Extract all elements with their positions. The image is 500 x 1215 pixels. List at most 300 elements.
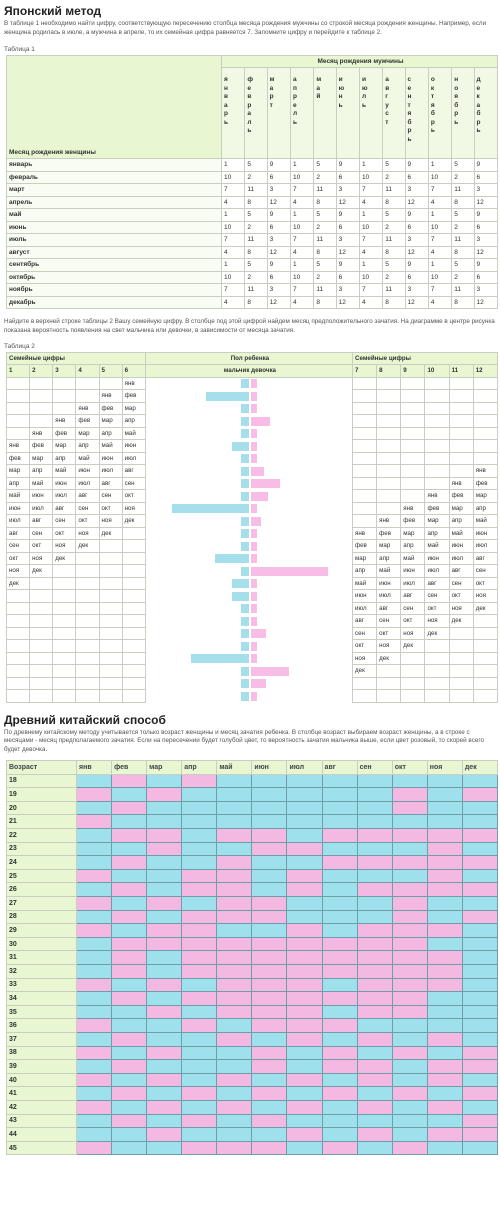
table2-month-cell	[7, 402, 30, 415]
table2-month-cell	[99, 565, 122, 578]
boy-cell	[392, 1114, 427, 1128]
boy-cell	[252, 815, 287, 829]
girl-cell	[182, 951, 217, 965]
table1-cell: 4	[428, 196, 451, 209]
table2-month-cell: окт	[449, 590, 473, 603]
table2-month-cell: окт	[122, 490, 145, 503]
table1-cell: 5	[314, 259, 336, 272]
table1-cell: 12	[267, 196, 290, 209]
girl-cell	[322, 1019, 357, 1033]
girl-cell	[322, 856, 357, 870]
boy-bar	[241, 667, 249, 676]
boy-cell	[77, 1005, 112, 1019]
girl-cell	[322, 992, 357, 1006]
table1-row	[7, 221, 498, 234]
table3-age: 42	[7, 1100, 77, 1114]
boy-cell	[252, 883, 287, 897]
table3-row	[7, 1060, 498, 1074]
table2-month-cell: мар	[30, 452, 53, 465]
boy-cell	[322, 897, 357, 911]
boy-cell	[182, 842, 217, 856]
section1-intro: В таблице 1 необходимо найти цифру, соответствующую пересечению столбца месяца рождения мужчины со строкой месяца рождения женщины. Например, если женщина родилась в июле, а мужчина в апреле, то их семейная цифра равняется 7. Запомните цифру и перейдите к таблице 2.	[4, 20, 487, 36]
table2-month-cell: фев	[30, 440, 53, 453]
bar-wrap	[146, 653, 352, 665]
girl-cell	[427, 1100, 462, 1114]
table2-month-cell: авг	[53, 502, 76, 515]
table3-row	[7, 1128, 498, 1142]
bar-wrap	[146, 415, 352, 427]
table2-month-cell: дек	[122, 515, 145, 528]
table2-row	[7, 527, 498, 540]
bar-wrap	[146, 453, 352, 465]
table2-month-cell: окт	[401, 615, 425, 628]
table1-woman-month: декабрь	[7, 296, 222, 309]
table2-month-cell: мар	[99, 415, 122, 428]
girl-cell	[462, 856, 497, 870]
girl-bar	[251, 492, 268, 501]
table3-age: 23	[7, 842, 77, 856]
table3-age: 37	[7, 1032, 77, 1046]
girl-cell	[182, 1087, 217, 1101]
boy-cell	[77, 992, 112, 1006]
boy-cell	[217, 1060, 252, 1074]
table2-month-cell: июл	[76, 477, 99, 490]
table2-month-cell	[401, 440, 425, 453]
boy-cell	[357, 897, 392, 911]
boy-cell	[392, 842, 427, 856]
boy-cell	[112, 1019, 147, 1033]
table2-bar-cell	[145, 440, 352, 453]
table1-cell: 7	[428, 284, 451, 297]
table1-cell: 12	[267, 246, 290, 259]
boy-cell	[112, 815, 147, 829]
table2-month-cell	[353, 465, 377, 478]
table2-month-cell	[7, 652, 30, 665]
table2-month-cell: июн	[99, 452, 122, 465]
table1-cell: 9	[336, 209, 359, 222]
boy-cell	[217, 774, 252, 788]
girl-cell	[112, 1060, 147, 1074]
table2-family-number: 4	[76, 365, 99, 378]
girl-cell	[147, 842, 182, 856]
boy-cell	[252, 856, 287, 870]
table2-month-cell: янв	[377, 515, 401, 528]
table3-month-header: янв	[77, 761, 112, 775]
girl-cell	[147, 924, 182, 938]
table3-age: 19	[7, 788, 77, 802]
table2-month-cell	[377, 665, 401, 678]
girl-cell	[462, 910, 497, 924]
bar-wrap	[146, 465, 352, 477]
girl-bar	[251, 579, 257, 588]
boy-cell	[217, 1046, 252, 1060]
girl-cell	[392, 910, 427, 924]
table2-month-cell	[425, 690, 449, 703]
table2-row	[7, 502, 498, 515]
table2-row	[7, 677, 498, 690]
girl-cell	[217, 829, 252, 843]
girl-cell	[77, 1019, 112, 1033]
girl-bar	[251, 654, 257, 663]
boy-bar	[241, 454, 249, 463]
boy-bar	[172, 504, 249, 513]
girl-cell	[147, 1100, 182, 1114]
girl-cell	[147, 1005, 182, 1019]
table1-cell: 2	[452, 171, 474, 184]
boy-cell	[252, 1032, 287, 1046]
table2-month-cell: авг	[122, 465, 145, 478]
boy-cell	[77, 829, 112, 843]
girl-cell	[217, 964, 252, 978]
girl-cell	[392, 951, 427, 965]
table2-month-cell	[76, 590, 99, 603]
table1-cell: 6	[267, 171, 290, 184]
table2-month-cell	[353, 390, 377, 403]
table2-row	[7, 540, 498, 553]
boy-bar	[241, 517, 249, 526]
girl-cell	[287, 937, 322, 951]
bar-wrap	[146, 503, 352, 515]
table1-cell: 8	[383, 246, 405, 259]
boy-cell	[427, 1114, 462, 1128]
girl-cell	[392, 788, 427, 802]
table2-month-cell: сен	[53, 515, 76, 528]
table2-month-cell	[401, 652, 425, 665]
table2-month-cell: фев	[99, 402, 122, 415]
girl-cell	[357, 1005, 392, 1019]
boy-cell	[322, 815, 357, 829]
table2-month-cell	[425, 652, 449, 665]
table1-cell: 6	[336, 171, 359, 184]
table1-woman-month: июнь	[7, 221, 222, 234]
table1-woman-month: октябрь	[7, 271, 222, 284]
table2-month-cell: янв	[99, 390, 122, 403]
girl-cell	[217, 978, 252, 992]
table2-month-cell: авг	[30, 515, 53, 528]
table2-row	[7, 602, 498, 615]
boy-cell	[252, 801, 287, 815]
table2-month-cell	[122, 665, 145, 678]
table2-month-cell: фев	[7, 452, 30, 465]
table1-cell: 12	[336, 296, 359, 309]
table2-month-cell: дек	[76, 540, 99, 553]
boy-cell	[357, 1019, 392, 1033]
table1-cell: 7	[359, 284, 382, 297]
boy-bar	[206, 392, 249, 401]
girl-cell	[217, 992, 252, 1006]
boy-bar	[241, 379, 249, 388]
table2-month-cell	[401, 402, 425, 415]
table2-month-cell: сен	[122, 477, 145, 490]
bar-wrap	[146, 440, 352, 452]
table2-month-cell	[122, 677, 145, 690]
table1-cell: 10	[359, 171, 382, 184]
boy-cell	[77, 937, 112, 951]
boy-cell	[77, 964, 112, 978]
boy-bar	[241, 467, 249, 476]
table2-month-cell	[30, 652, 53, 665]
table1-cell: 5	[452, 209, 474, 222]
table1-cell: 11	[245, 184, 267, 197]
table2-month-cell: сен	[449, 577, 473, 590]
girl-cell	[357, 992, 392, 1006]
table1-cell: 7	[222, 234, 245, 247]
boy-cell	[112, 1073, 147, 1087]
girl-cell	[357, 924, 392, 938]
boy-cell	[252, 1128, 287, 1142]
table3-row	[7, 1046, 498, 1060]
table2-month-cell: май	[377, 565, 401, 578]
table2-bar-cell	[145, 402, 352, 415]
girl-cell	[427, 856, 462, 870]
boy-cell	[287, 774, 322, 788]
boy-cell	[462, 774, 497, 788]
table2-month-cell	[99, 540, 122, 553]
table2-month-cell	[425, 377, 449, 390]
girl-cell	[287, 1100, 322, 1114]
table1-cell: 7	[222, 284, 245, 297]
table2-month-cell: мар	[473, 490, 497, 503]
girl-bar	[251, 467, 264, 476]
table1-woman-month: апрель	[7, 196, 222, 209]
table2-month-cell: июл	[473, 540, 497, 553]
boy-cell	[252, 869, 287, 883]
girl-cell	[217, 856, 252, 870]
table2-month-cell: июн	[30, 490, 53, 503]
page	[2, 4, 498, 1155]
table2-month-cell: окт	[7, 552, 30, 565]
table2-row	[7, 390, 498, 403]
table2-month-cell	[377, 427, 401, 440]
boy-cell	[182, 1100, 217, 1114]
table1-cell: 12	[405, 246, 428, 259]
girl-cell	[322, 829, 357, 843]
boy-cell	[322, 1005, 357, 1019]
table1-cell: 12	[474, 246, 497, 259]
table2-month-cell: фев	[425, 502, 449, 515]
table2-month-cell: авг	[449, 565, 473, 578]
boy-cell	[322, 774, 357, 788]
boy-cell	[182, 1032, 217, 1046]
table2-month-cell: ноя	[76, 527, 99, 540]
table2-month-cell: янв	[30, 427, 53, 440]
girl-bar	[251, 517, 261, 526]
table3-row	[7, 1032, 498, 1046]
table2-family-number: 8	[377, 365, 401, 378]
table3-row	[7, 869, 498, 883]
table2-row	[7, 415, 498, 428]
table2-month-cell	[401, 677, 425, 690]
boy-bar	[241, 629, 249, 638]
girl-cell	[252, 1114, 287, 1128]
girl-cell	[112, 910, 147, 924]
table2-month-cell	[7, 640, 30, 653]
table2-month-cell	[473, 377, 497, 390]
boy-bar	[232, 579, 249, 588]
girl-cell	[357, 856, 392, 870]
table2-month-cell	[53, 602, 76, 615]
girl-cell	[287, 1032, 322, 1046]
table2-month-cell: май	[449, 527, 473, 540]
boy-cell	[357, 869, 392, 883]
table1-man-month: д е к а б р ь	[474, 68, 497, 159]
table2-month-cell: дек	[377, 652, 401, 665]
girl-cell	[462, 1128, 497, 1142]
table2-bar-cell	[145, 615, 352, 628]
table3-month-header: ноя	[427, 761, 462, 775]
table2-month-cell	[30, 415, 53, 428]
table1-cell: 10	[222, 221, 245, 234]
table2-month-cell: июл	[122, 452, 145, 465]
table2-month-cell	[425, 440, 449, 453]
table3-row	[7, 1087, 498, 1101]
table2-month-cell	[30, 677, 53, 690]
boy-cell	[392, 1019, 427, 1033]
girl-cell	[147, 1046, 182, 1060]
table3-age: 18	[7, 774, 77, 788]
girl-cell	[392, 1141, 427, 1155]
table2-month-cell	[449, 665, 473, 678]
table2-month-cell	[30, 402, 53, 415]
boy-cell	[252, 774, 287, 788]
bar-wrap	[146, 690, 352, 702]
table2	[6, 352, 498, 703]
table2-month-cell: июл	[7, 515, 30, 528]
table2-month-cell: июн	[377, 577, 401, 590]
table3-row	[7, 774, 498, 788]
table3-row	[7, 964, 498, 978]
table2-month-cell	[53, 640, 76, 653]
table2-month-cell	[449, 690, 473, 703]
boy-cell	[462, 937, 497, 951]
girl-cell	[392, 829, 427, 843]
boy-cell	[147, 801, 182, 815]
table3-age: 27	[7, 897, 77, 911]
table3-age: 45	[7, 1141, 77, 1155]
boy-cell	[357, 1046, 392, 1060]
table2-month-cell	[377, 440, 401, 453]
table2-bar-cell	[145, 415, 352, 428]
table3-row	[7, 801, 498, 815]
girl-cell	[112, 1032, 147, 1046]
table2-month-cell	[99, 640, 122, 653]
boy-cell	[462, 951, 497, 965]
table2-month-cell: май	[473, 515, 497, 528]
girl-cell	[252, 842, 287, 856]
girl-cell	[217, 1005, 252, 1019]
boy-cell	[462, 897, 497, 911]
table2-month-cell	[99, 552, 122, 565]
girl-cell	[77, 1046, 112, 1060]
girl-cell	[252, 1141, 287, 1155]
table2-month-cell	[76, 640, 99, 653]
table2-month-cell: сен	[401, 602, 425, 615]
table2-month-cell	[76, 615, 99, 628]
table1-man-month: а в г у с т	[383, 68, 405, 159]
table1-cell: 10	[290, 221, 313, 234]
table1-cell: 4	[359, 246, 382, 259]
table2-month-cell: фев	[377, 527, 401, 540]
table1-cell: 6	[336, 271, 359, 284]
table2-month-cell: июл	[377, 590, 401, 603]
table2-month-cell	[53, 677, 76, 690]
table2-month-cell	[76, 652, 99, 665]
table1-cell: 8	[314, 246, 336, 259]
table2-month-cell: окт	[473, 577, 497, 590]
boy-cell	[427, 897, 462, 911]
table2-month-cell	[353, 502, 377, 515]
boy-cell	[77, 1128, 112, 1142]
table1-cell: 8	[245, 246, 267, 259]
table2-month-cell	[449, 377, 473, 390]
table2-month-cell: май	[53, 465, 76, 478]
table1-cell: 3	[336, 234, 359, 247]
table1-cell: 3	[405, 234, 428, 247]
boy-bar	[241, 692, 249, 701]
table3-row	[7, 924, 498, 938]
girl-cell	[322, 1087, 357, 1101]
table1-cell: 2	[452, 271, 474, 284]
table1-cell: 2	[383, 221, 405, 234]
girl-cell	[287, 951, 322, 965]
girl-cell	[147, 897, 182, 911]
girl-cell	[252, 897, 287, 911]
girl-cell	[392, 978, 427, 992]
girl-cell	[217, 1100, 252, 1114]
boy-cell	[322, 924, 357, 938]
boy-cell	[357, 1141, 392, 1155]
table2-month-cell: фев	[353, 540, 377, 553]
boy-cell	[427, 1141, 462, 1155]
table2-month-cell	[473, 640, 497, 653]
table2-month-cell: янв	[76, 402, 99, 415]
boy-cell	[112, 897, 147, 911]
boy-cell	[147, 964, 182, 978]
table2-row	[7, 565, 498, 578]
girl-cell	[77, 897, 112, 911]
boy-cell	[322, 801, 357, 815]
table2-month-cell	[99, 690, 122, 703]
girl-cell	[427, 964, 462, 978]
table1-cell: 5	[383, 159, 405, 172]
table2-month-cell: апр	[53, 452, 76, 465]
girl-cell	[392, 992, 427, 1006]
table2-month-cell: янв	[425, 490, 449, 503]
table2-month-cell	[53, 690, 76, 703]
table2-family-number: 9	[401, 365, 425, 378]
table2-row	[7, 690, 498, 703]
table2-month-cell	[353, 690, 377, 703]
table1-cell: 11	[452, 284, 474, 297]
boy-cell	[357, 801, 392, 815]
table2-month-cell	[401, 390, 425, 403]
table2-month-cell	[353, 515, 377, 528]
table1-cell: 8	[452, 296, 474, 309]
table2-month-cell	[99, 677, 122, 690]
table2-family-number: 6	[122, 365, 145, 378]
bar-wrap	[146, 428, 352, 440]
table2-month-cell	[353, 402, 377, 415]
table2-month-cell	[53, 652, 76, 665]
table2-month-cell	[30, 615, 53, 628]
table1-cell: 3	[474, 234, 497, 247]
table2-month-cell	[30, 627, 53, 640]
table2-month-cell: май	[30, 477, 53, 490]
boy-cell	[112, 1100, 147, 1114]
table2-month-cell: сен	[76, 502, 99, 515]
table2-month-cell: апр	[377, 552, 401, 565]
girl-cell	[182, 883, 217, 897]
